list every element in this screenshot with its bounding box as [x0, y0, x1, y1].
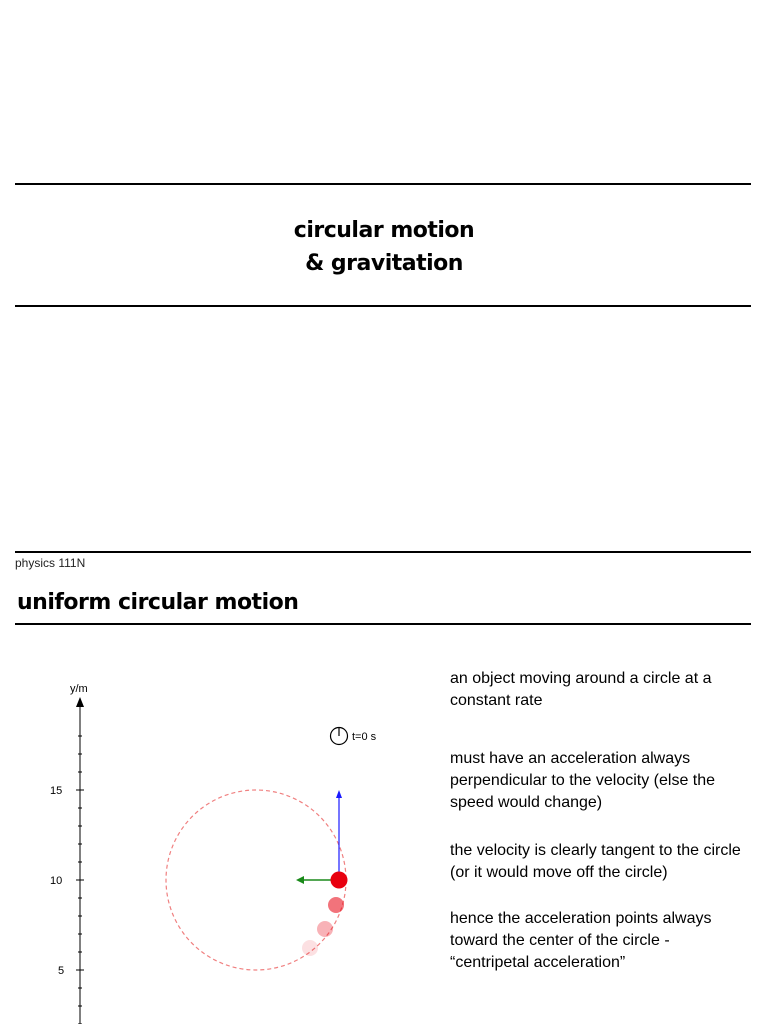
slide-heading: uniform circular motion: [17, 590, 299, 615]
circular-motion-figure: [40, 670, 410, 1024]
point-3: the velocity is clearly tangent to the circle (or it would move off the circle): [450, 842, 741, 881]
moving-object: [331, 872, 348, 889]
course-label: physics 111N: [15, 556, 86, 570]
trail-dot-1: [328, 897, 344, 913]
heading-rule: [15, 623, 751, 625]
point-1: an object moving around a circle at a constant rate: [450, 670, 712, 709]
acceleration-arrowhead: [296, 876, 304, 884]
y-tick-10: [50, 875, 84, 887]
bottom-rule-1: [15, 305, 751, 307]
point-4: hence the acceleration points always toward the center of the circle - “centripetal acceleration”: [450, 910, 712, 971]
y-axis-label: y/m: [70, 683, 88, 695]
point-2: must have an acceleration always perpendicular to the velocity (else the speed would change): [450, 750, 716, 811]
y-axis-arrow: [76, 697, 84, 707]
velocity-arrowhead: [336, 790, 342, 798]
timer-label: t=0 s: [352, 731, 377, 743]
top-rule-1: [15, 183, 751, 185]
y-tick-label-5: 5: [58, 965, 65, 977]
slide-title: [0, 214, 768, 280]
trail-dot-2: [317, 921, 333, 937]
trail-dot-3: [302, 940, 318, 956]
y-tick-label-10: 10: [50, 875, 63, 887]
y-tick-label-15: 15: [50, 785, 63, 797]
y-tick-15: [50, 785, 84, 797]
circular-motion-svg: [40, 670, 410, 1024]
title-line-2: & gravitation: [305, 251, 463, 276]
timer-icon: [331, 728, 348, 745]
top-rule-2: [15, 551, 751, 553]
bullet-list: [450, 668, 750, 974]
title-line-1: circular motion: [293, 218, 475, 243]
